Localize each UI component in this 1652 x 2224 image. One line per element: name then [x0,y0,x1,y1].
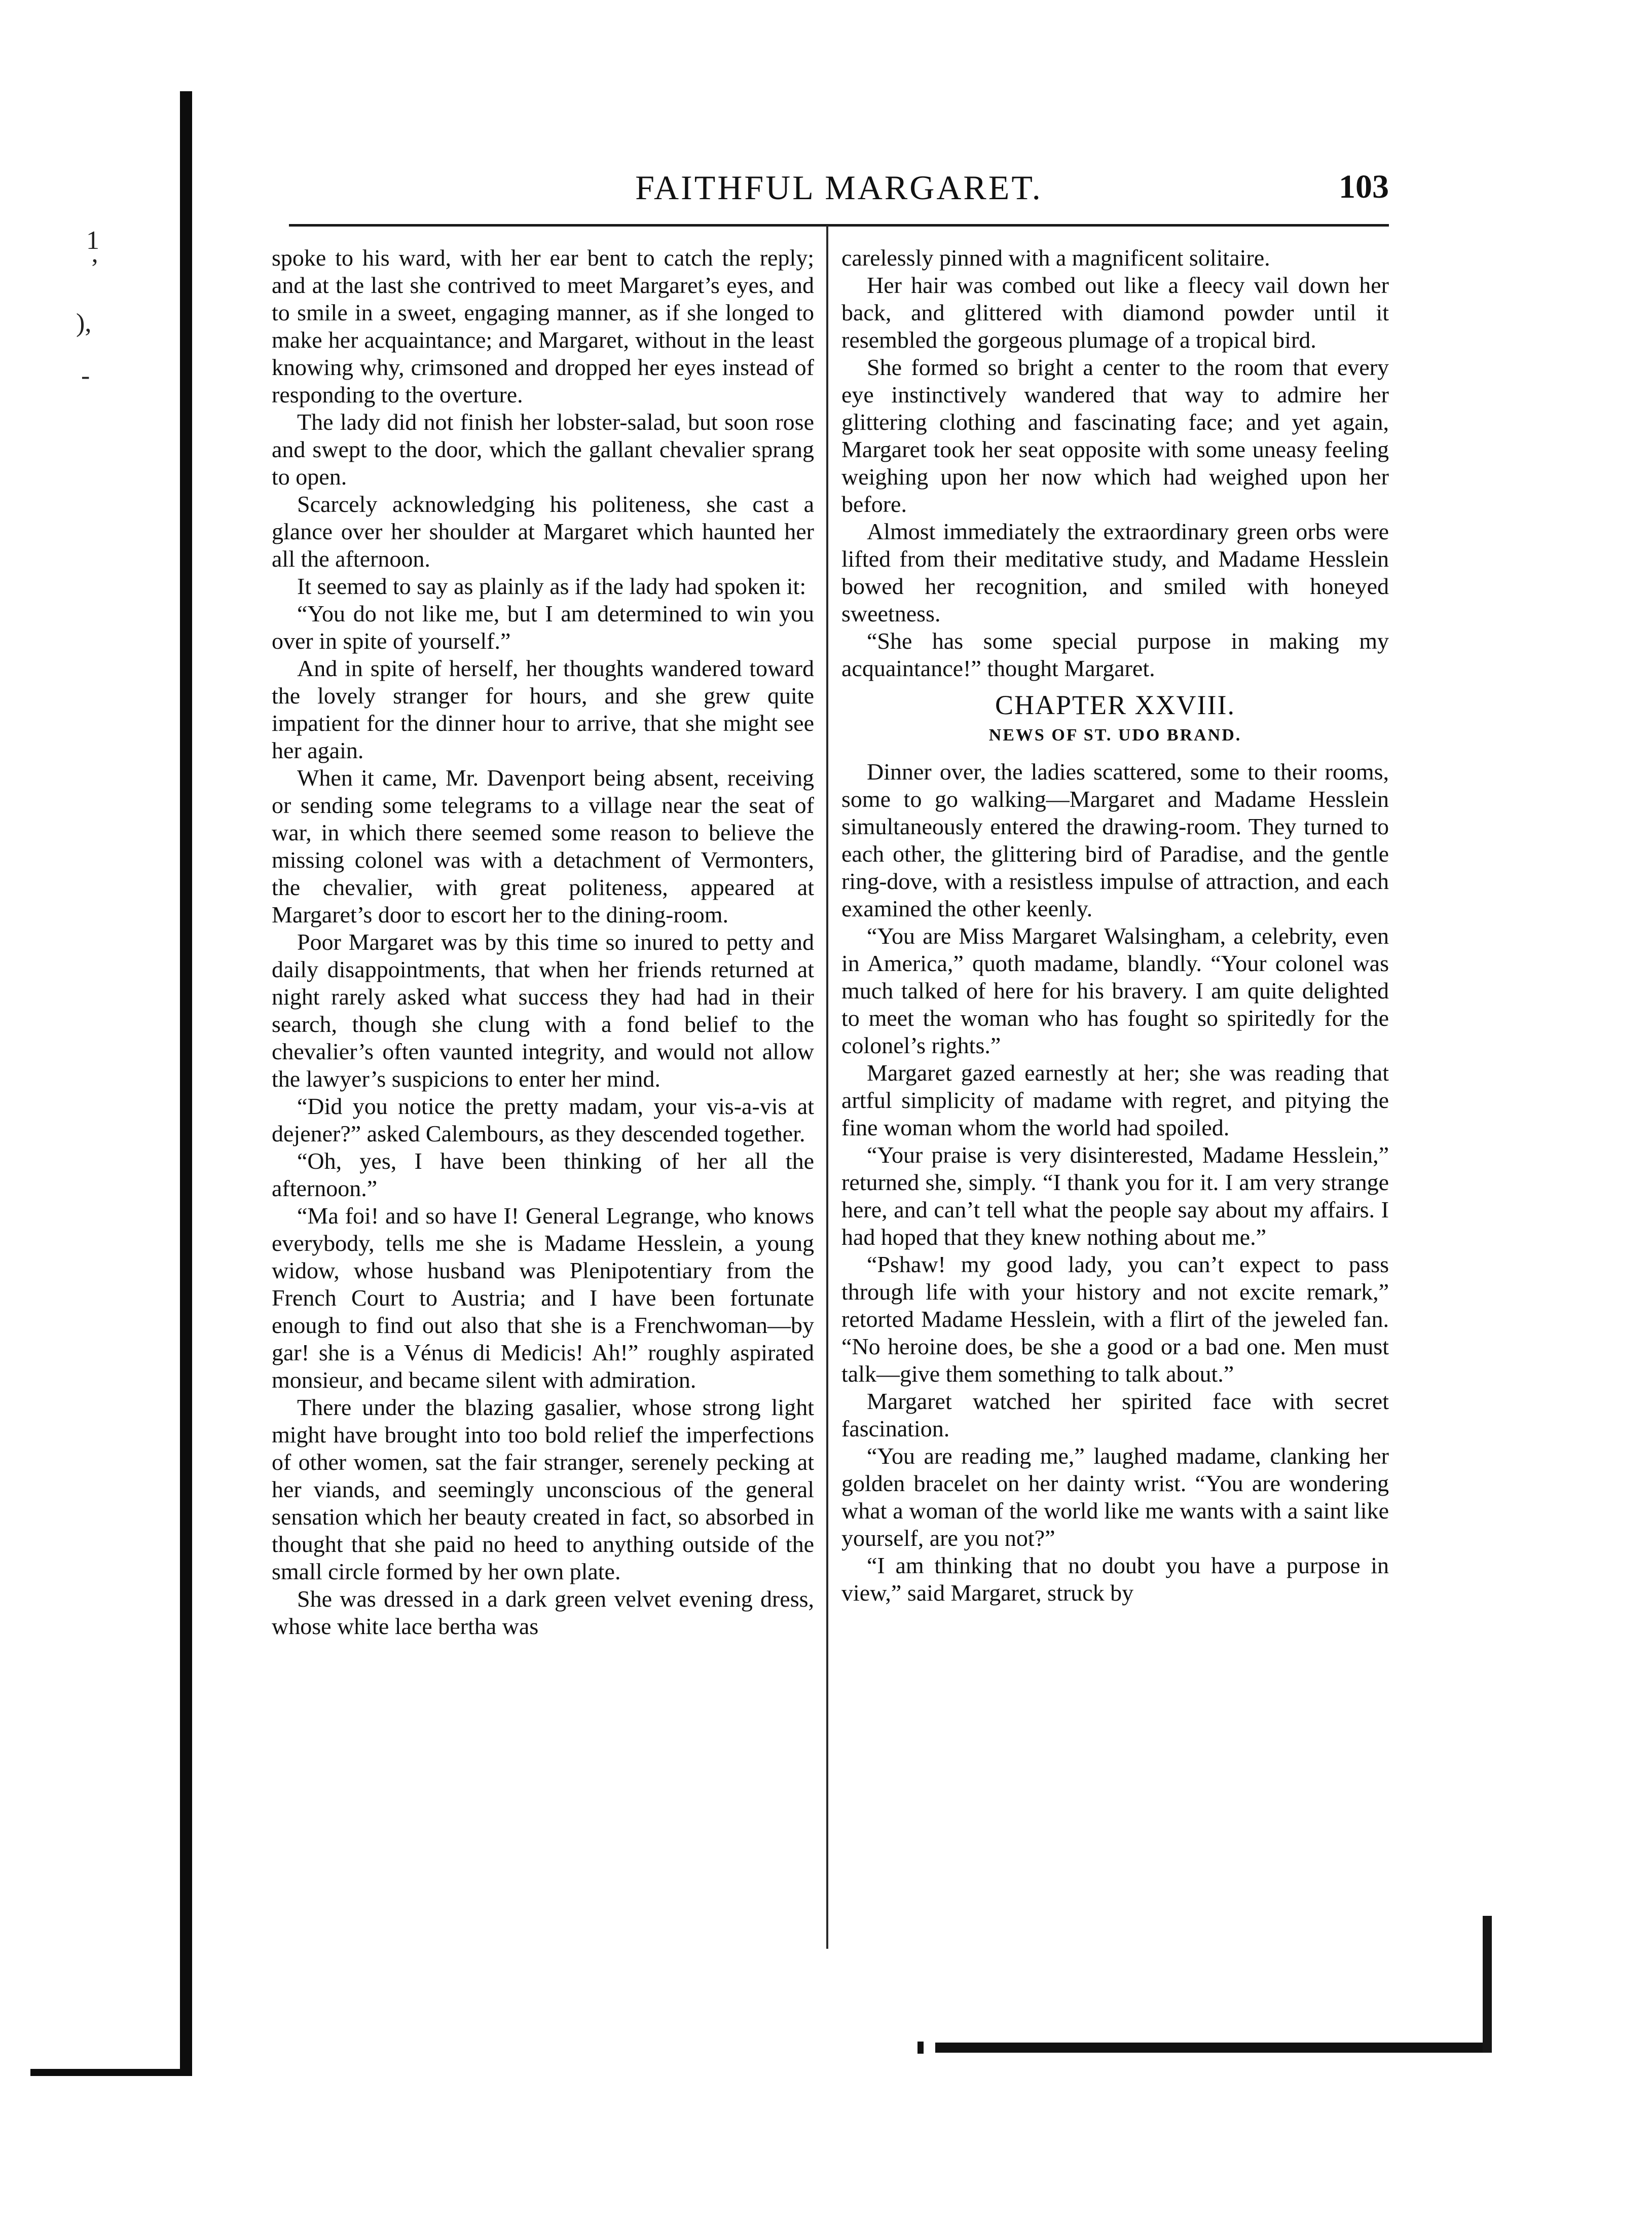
paragraph: There under the blazing gasalier, whose strong light might have brought into too bold relief the imperfections of other women, sat the fair stranger, serenely pecking at her viands, and seemingly unconscious of the general sensation which her beauty created in fact, so absorbed in thought that she paid no heed to anything outside of the small circle formed by her own plate. [272,1394,814,1584]
paragraph: Margaret gazed earnestly at her; she was reading that artful simplicity of madame with regret, and pitying the fine woman whom the world had spoiled. [841,1060,1389,1140]
right-column-top [841,244,1389,682]
bottom-scan-mark [917,2042,924,2054]
right-column-bottom [841,758,1389,1607]
page-header [289,165,1389,220]
paragraph: “Did you notice the pretty madam, your vis-a-vis at dejener?” asked Calembours, as they descended together. [272,1093,814,1146]
paragraph: “You are Miss Margaret Walsingham, a celebrity, even in America,” quoth madame, blandly. “Your colonel was much talked of here for his bravery. I am quite delighted to meet the woman who has fought so spiritedly for the colonel’s rights.” [841,923,1389,1058]
running-head: FAITHFUL MARGARET. [635,168,1043,207]
binding-edge-foot [30,2069,192,2076]
paragraph: Poor Margaret was by this time so inured to petty and daily disappointments, that when her friends returned at night rarely asked what success they had had in their search, though she clung with a fond belief to the chevalier’s often vaunted integrity, and would not allow the lawyer’s suspicions to enter her mind. [272,929,814,1092]
margin-mark-2: ’ [90,254,99,283]
paragraph: “Your praise is very disinterested, Madame Hesslein,” returned she, simply. “I thank you for it. I am very strange here, and can’t tell what the people say about my affairs. I had hoped that they knew nothing about me.” [841,1142,1389,1250]
paragraph: “Pshaw! my good lady, you can’t expect to pass through life with your history and not excite remark,” retorted Madame Hesslein, with a flirt of the jeweled fan. “No heroine does, be she a good or a bad one. Men must talk—give them something to talk about.” [841,1251,1389,1387]
binding-edge-shadow [180,91,192,2070]
column-rule [826,226,828,1949]
paragraph: Dinner over, the ladies scattered, some to their rooms, some to go walking—Margaret and Madame Hesslein simultaneously entered the drawing-room. They turned to each other, the glittering bird of Paradise, and the gentle ring-dove, with a resistless impulse of attraction, and each examined the other keenly. [841,759,1389,921]
paragraph: carelessly pinned with a magnificent solitaire. [841,245,1270,271]
paragraph: “She has some special purpose in making my acquaintance!” thought Margaret. [841,628,1389,681]
paragraph: “I am thinking that no doubt you have a purpose in view,” said Margaret, struck by [841,1552,1389,1606]
header-rule [289,224,1389,227]
paragraph: “Oh, yes, I have been thinking of her all the afternoon.” [272,1148,814,1201]
chapter-subtitle: NEWS OF ST. UDO BRAND. [988,726,1242,745]
paragraph: It seemed to say as plainly as if the lady had spoken it: [297,573,806,599]
paragraph: Almost immediately the extraordinary green orbs were lifted from their meditative study, and Madame Hesslein bowed her recognition, and smiled with honeyed sweetness. [841,518,1389,626]
margin-mark-4: - [81,361,90,390]
paragraph: She was dressed in a dark green velvet evening dress, whose white lace bertha was [272,1586,814,1639]
right-scan-edge [1483,1916,1492,2053]
paragraph: She formed so bright a center to the room that every eye instinctively wandered that way to admire her glittering clothing and fascinating face; and yet again, Margaret took her seat opposite with some uneasy feeling weighing upon her now which had weighed upon her before. [841,354,1389,517]
paragraph: And in spite of herself, her thoughts wandered toward the lovely stranger for hours, and she grew quite impatient for the dinner hour to arrive, that she might see her again. [272,655,814,763]
left-column [272,244,814,1957]
paragraph: When it came, Mr. Davenport being absent, receiving or sending some telegrams to a village near the seat of war, in which there seemed some reason to believe the missing colonel was with a detachment of Vermonters, the chevalier, with great politeness, appeared at Margaret’s door to escort her to the dining-room. [272,765,814,928]
page-number: 103 [1339,168,1389,205]
paragraph: “You do not like me, but I am determined to win you over in spite of yourself.” [272,601,814,654]
right-column [841,244,1389,1957]
paragraph: “Ma foi! and so have I! General Legrange, who knows everybody, tells me she is Madame Hesslein, a young widow, whose husband was Plenipotentiary from the French Court to Austria; and I have been fortunate enough to find out also that she is a Frenchwoman—by gar! she is a Vénus di Medicis! Ah!” roughly aspirated monsieur, and became silent with admiration. [272,1203,814,1393]
paragraph: Margaret watched her spirited face with secret fascination. [841,1388,1389,1441]
paragraph: “You are reading me,” laughed madame, clanking her golden bracelet on her dainty wrist. “You are wondering what a woman of the world like me wants with a saint like yourself, are you not?” [841,1443,1389,1551]
paragraph: spoke to his ward, with her ear bent to catch the reply; and at the last she contrived to meet Margaret’s eyes, and to smile in a sweet, engaging manner, as if she longed to make her acquaintance; and Margaret, without in the least knowing why, crimsoned and dropped her eyes instead of responding to the overture. [272,245,814,407]
paragraph: The lady did not finish her lobster-salad, but soon rose and swept to the door, which the gallant chevalier sprang to open. [272,409,814,490]
margin-mark-3: ), [76,309,92,338]
margin-mark-1: 1 [86,226,99,255]
bottom-scan-bar [935,2043,1483,2053]
chapter-title: CHAPTER XXVIII. [995,690,1235,720]
paragraph: Scarcely acknowledging his politeness, she cast a glance over her shoulder at Margaret which haunted her all the afternoon. [272,491,814,572]
paragraph: Her hair was combed out like a fleecy vail down her back, and glittered with diamond powder until it resembled the gorgeous plumage of a tropical bird. [841,272,1389,353]
